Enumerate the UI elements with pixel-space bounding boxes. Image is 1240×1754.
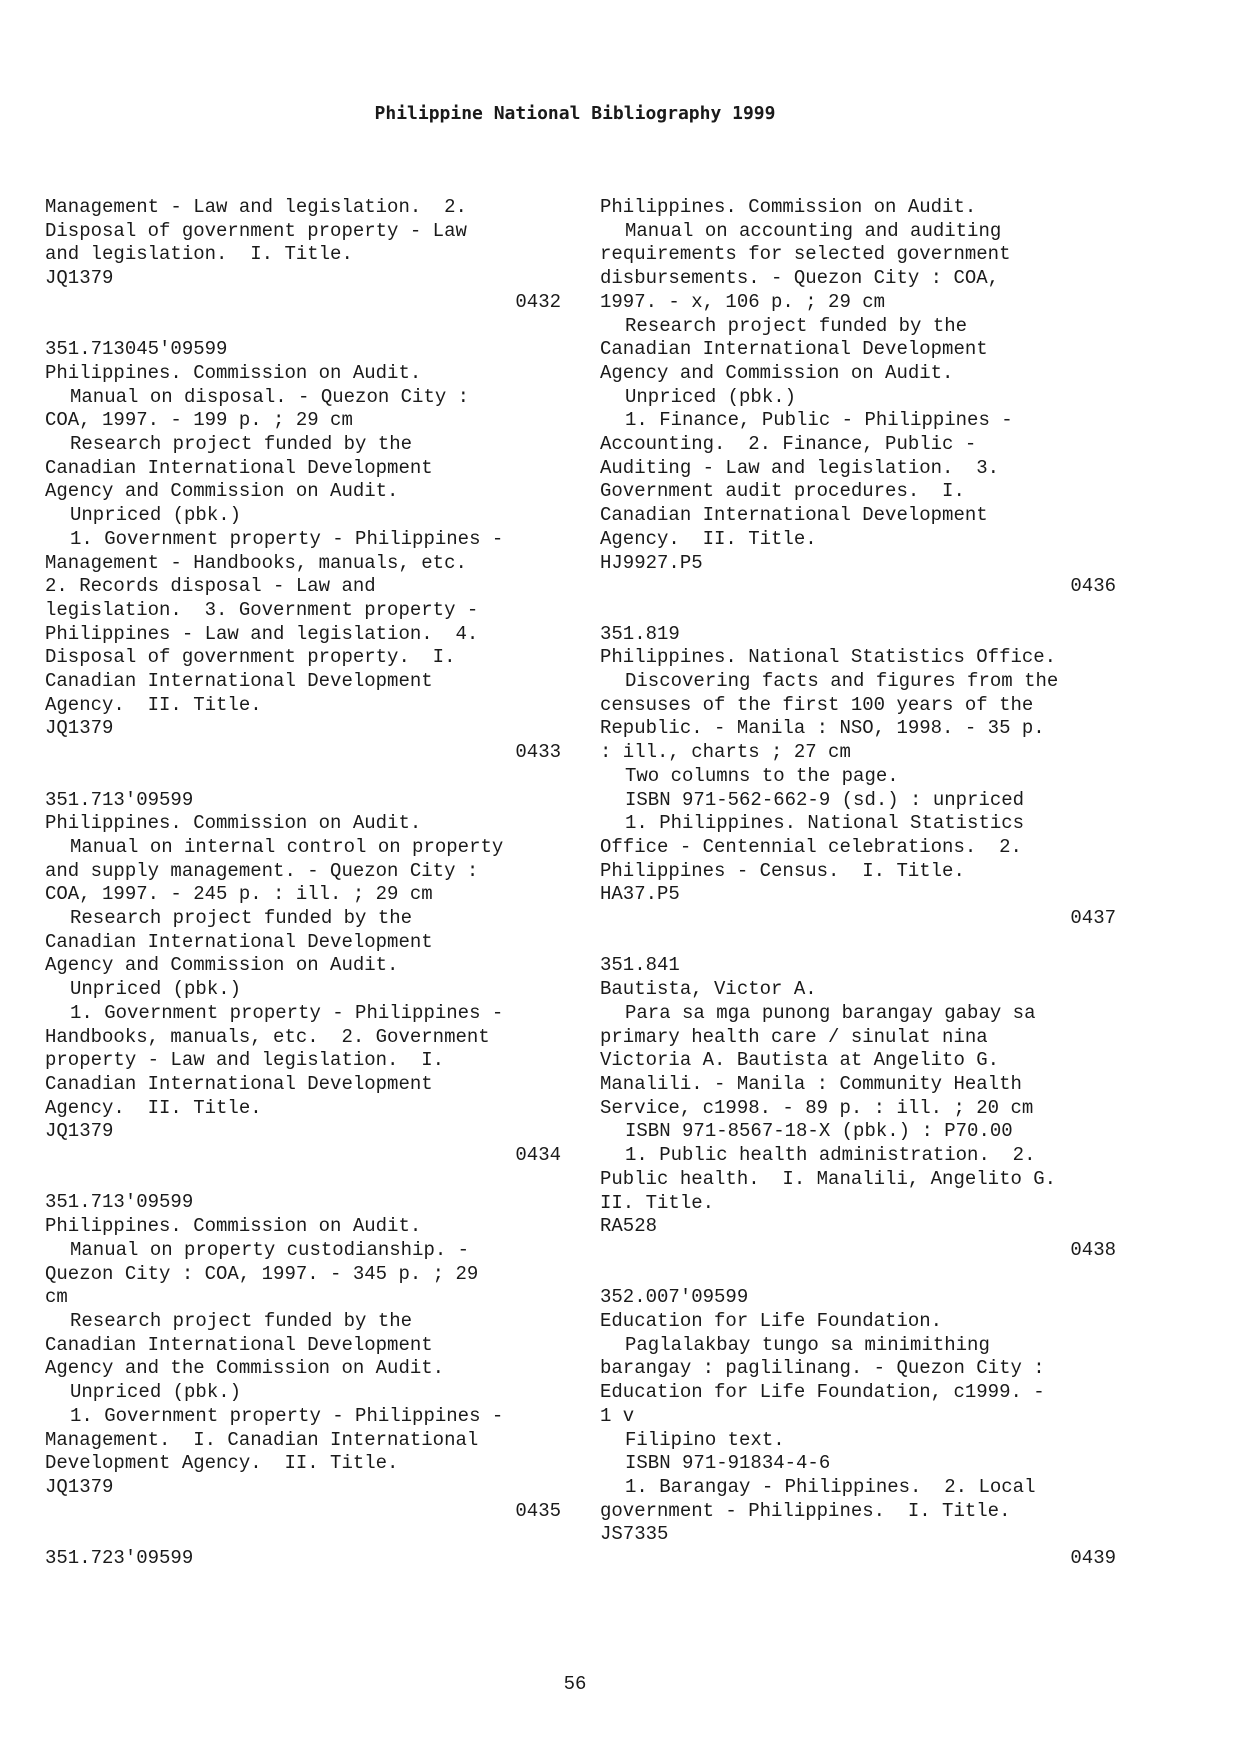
entry-line: 1. Finance, Public - Philippines - [625,409,1013,432]
entry-line: Office - Centennial celebrations. 2. [600,835,1022,858]
entry-line: Unpriced (pbk.) [70,978,242,1001]
entry-line: Philippines - Census. I. Title. [600,859,965,882]
entry-line: cm [45,1286,68,1309]
entry-number: 0436 [1070,575,1116,598]
entry-line: 351.713'09599 [45,1191,194,1214]
bibliography-entry [600,623,1116,931]
entry-line: 1. Government property - Philippines - [70,1404,504,1427]
left-column [45,196,561,1594]
entry-line: Canadian International Development [45,930,433,953]
entry-line: and supply management. - Quezon City : [45,859,479,882]
entry-line: JQ1379 [45,717,114,740]
entry-line: Research project funded by the [70,1310,413,1332]
entry-line: 352.007'09599 [600,1286,749,1309]
entry-number: 0435 [515,1499,561,1522]
entry-line: 351.723'09599 [45,1547,194,1570]
entry-line: Agency. II. Title. [600,527,817,550]
entry-number: 0438 [1070,1238,1116,1261]
entry-line: Unpriced (pbk.) [625,385,797,408]
entry-line: Victoria A. Bautista at Angelito G. [600,1049,1000,1072]
entry-line: COA, 1997. - 199 p. ; 29 cm [45,409,353,432]
entry-line: 351.819 [600,622,680,645]
entry-line: Canadian International Development [45,1333,433,1356]
bibliography-entry [45,789,561,1168]
entry-line: Research project funded by the [70,907,413,930]
entry-line: 1. Barangay - Philippines. 2. Local [625,1475,1036,1498]
entry-line: and legislation. I. Title. [45,243,353,266]
entry-line: Bautista, Victor A. [600,978,817,1001]
entry-line: JS7335 [600,1523,669,1546]
entry-line: 1. Philippines. National Statistics [625,812,1025,835]
entry-line: : ill., charts ; 27 cm [600,741,851,764]
entry-line: Education for Life Foundation. [600,1310,943,1332]
entry-line: Canadian International Development [45,456,433,479]
entry-line: RA528 [600,1215,658,1238]
entry-number: 0432 [515,290,561,313]
page-number: 56 [563,1673,587,1695]
bibliography-entry [600,1286,1116,1570]
entry-line: Research project funded by the [625,314,968,337]
entry-line: Service, c1998. - 89 p. : ill. ; 20 cm [600,1096,1034,1119]
entry-line: barangay : paglilinang. - Quezon City : [600,1357,1045,1380]
entry-line: JQ1379 [45,1120,114,1143]
entry-line: 1. Government property - Philippines - [70,1001,504,1024]
entry-line: Auditing - Law and legislation. 3. [600,456,1000,479]
entry-line: Canadian International Development [600,504,988,527]
entry-line: property - Law and legislation. I. [45,1049,445,1072]
entry-number: 0437 [1070,907,1116,930]
entry-number: 0439 [1070,1547,1116,1570]
page-title: Philippine National Bibliography 1999 [374,103,776,124]
entry-line: legislation. 3. Government property - [45,598,479,621]
entry-line: Unpriced (pbk.) [70,1381,242,1404]
entry-line: government - Philippines. I. Title. [600,1499,1011,1522]
entry-line: 1 v [600,1404,635,1427]
entry-line: COA, 1997. - 245 p. : ill. ; 29 cm [45,883,433,906]
entry-line: Filipino text. [625,1428,785,1451]
entry-line: 351.713045'09599 [45,338,228,361]
entry-line: Management - Law and legislation. 2. [45,196,467,218]
entry-line: Agency. II. Title. [45,1096,262,1119]
entry-line: Unpriced (pbk.) [70,504,242,527]
entry-line: Accounting. 2. Finance, Public - [600,433,977,456]
entry-line: Quezon City : COA, 1997. - 345 p. ; 29 [45,1262,479,1285]
entry-line: HJ9927.P5 [600,551,703,574]
entry-line: Manual on accounting and auditing [625,219,1002,242]
entry-line: 351.841 [600,954,680,977]
entry-line: JQ1379 [45,267,114,290]
entry-line: Research project funded by the [70,433,413,456]
entry-line: Manual on property custodianship. - [70,1238,470,1261]
entry-line: Republic. - Manila : NSO, 1998. - 35 p. [600,717,1045,740]
entry-number: 0433 [515,741,561,764]
entry-line: primary health care / sinulat nina [600,1025,988,1048]
entry-line: Philippines. Commission on Audit. [45,361,422,384]
entry-line: Education for Life Foundation, c1999. - [600,1381,1045,1404]
entry-line: 1. Government property - Philippines - [70,527,504,550]
entry-line: Canadian International Development [45,1072,433,1095]
entry-line: Manalili. - Manila : Community Health [600,1072,1022,1095]
entry-line: Disposal of government property. I. [45,646,456,669]
entry-number: 0434 [515,1144,561,1167]
entry-line: Agency and Commission on Audit. [600,361,954,384]
bibliography-entry [45,196,561,315]
entry-line: Agency and the Commission on Audit. [45,1357,445,1380]
bibliography-entry [45,1191,561,1523]
entry-line: disbursements. - Quezon City : COA, [600,267,1000,290]
entry-line: Public health. I. Manalili, Angelito G. [600,1167,1057,1190]
entry-line: censuses of the first 100 years of the [600,693,1034,716]
entry-line: Management. I. Canadian International [45,1428,479,1451]
entry-line: Paglalakbay tungo sa minimithing [625,1333,990,1356]
entry-line: Management - Handbooks, manuals, etc. [45,551,467,574]
entry-line: HA37.P5 [600,883,680,906]
entry-line: Philippines. Commission on Audit. [45,812,422,835]
entry-line: requirements for selected government [600,243,1011,266]
entry-line: Manual on disposal. - Quezon City : [70,385,470,408]
entry-line: 1997. - x, 106 p. ; 29 cm [600,290,886,313]
entry-line: 2. Records disposal - Law and [45,575,376,598]
entry-line: Development Agency. II. Title. [45,1452,399,1475]
entry-line: II. Title. [600,1191,715,1214]
bibliography-entry [45,338,561,765]
entry-line: Philippines. National Statistics Office. [600,646,1057,669]
entry-line: Philippines. Commission on Audit. [45,1215,422,1238]
bibliography-entry [600,196,1116,599]
entry-line: Manual on internal control on property [70,835,504,858]
entry-line: Discovering facts and figures from the [625,670,1059,693]
entry-line: JQ1379 [45,1475,114,1498]
entry-line: Government audit procedures. I. [600,480,965,503]
entry-line: ISBN 971-91834-4-6 [625,1452,831,1475]
entry-line: Canadian International Development [45,670,433,693]
entry-line: Disposal of government property - Law [45,219,467,242]
entry-line: Canadian International Development [600,338,988,361]
entry-line: Agency and Commission on Audit. [45,954,399,977]
entry-line: Two columns to the page. [625,764,899,787]
entry-line: Philippines. Commission on Audit. [600,196,977,218]
entry-line: Agency and Commission on Audit. [45,480,399,503]
entry-line: 351.713'09599 [45,788,194,811]
right-column [600,196,1116,1594]
entry-line: ISBN 971-8567-18-X (pbk.) : P70.00 [625,1120,1013,1143]
entry-line: Philippines - Law and legislation. 4. [45,622,479,645]
entry-line: Para sa mga punong barangay gabay sa [625,1001,1036,1024]
entry-line: ISBN 971-562-662-9 (sd.) : unpriced [625,788,1025,811]
entry-line: 1. Public health administration. 2. [625,1144,1036,1167]
entry-line: Agency. II. Title. [45,693,262,716]
bibliography-entry [600,954,1116,1262]
bibliography-entry [45,1547,561,1571]
entry-line: Handbooks, manuals, etc. 2. Government [45,1025,490,1048]
